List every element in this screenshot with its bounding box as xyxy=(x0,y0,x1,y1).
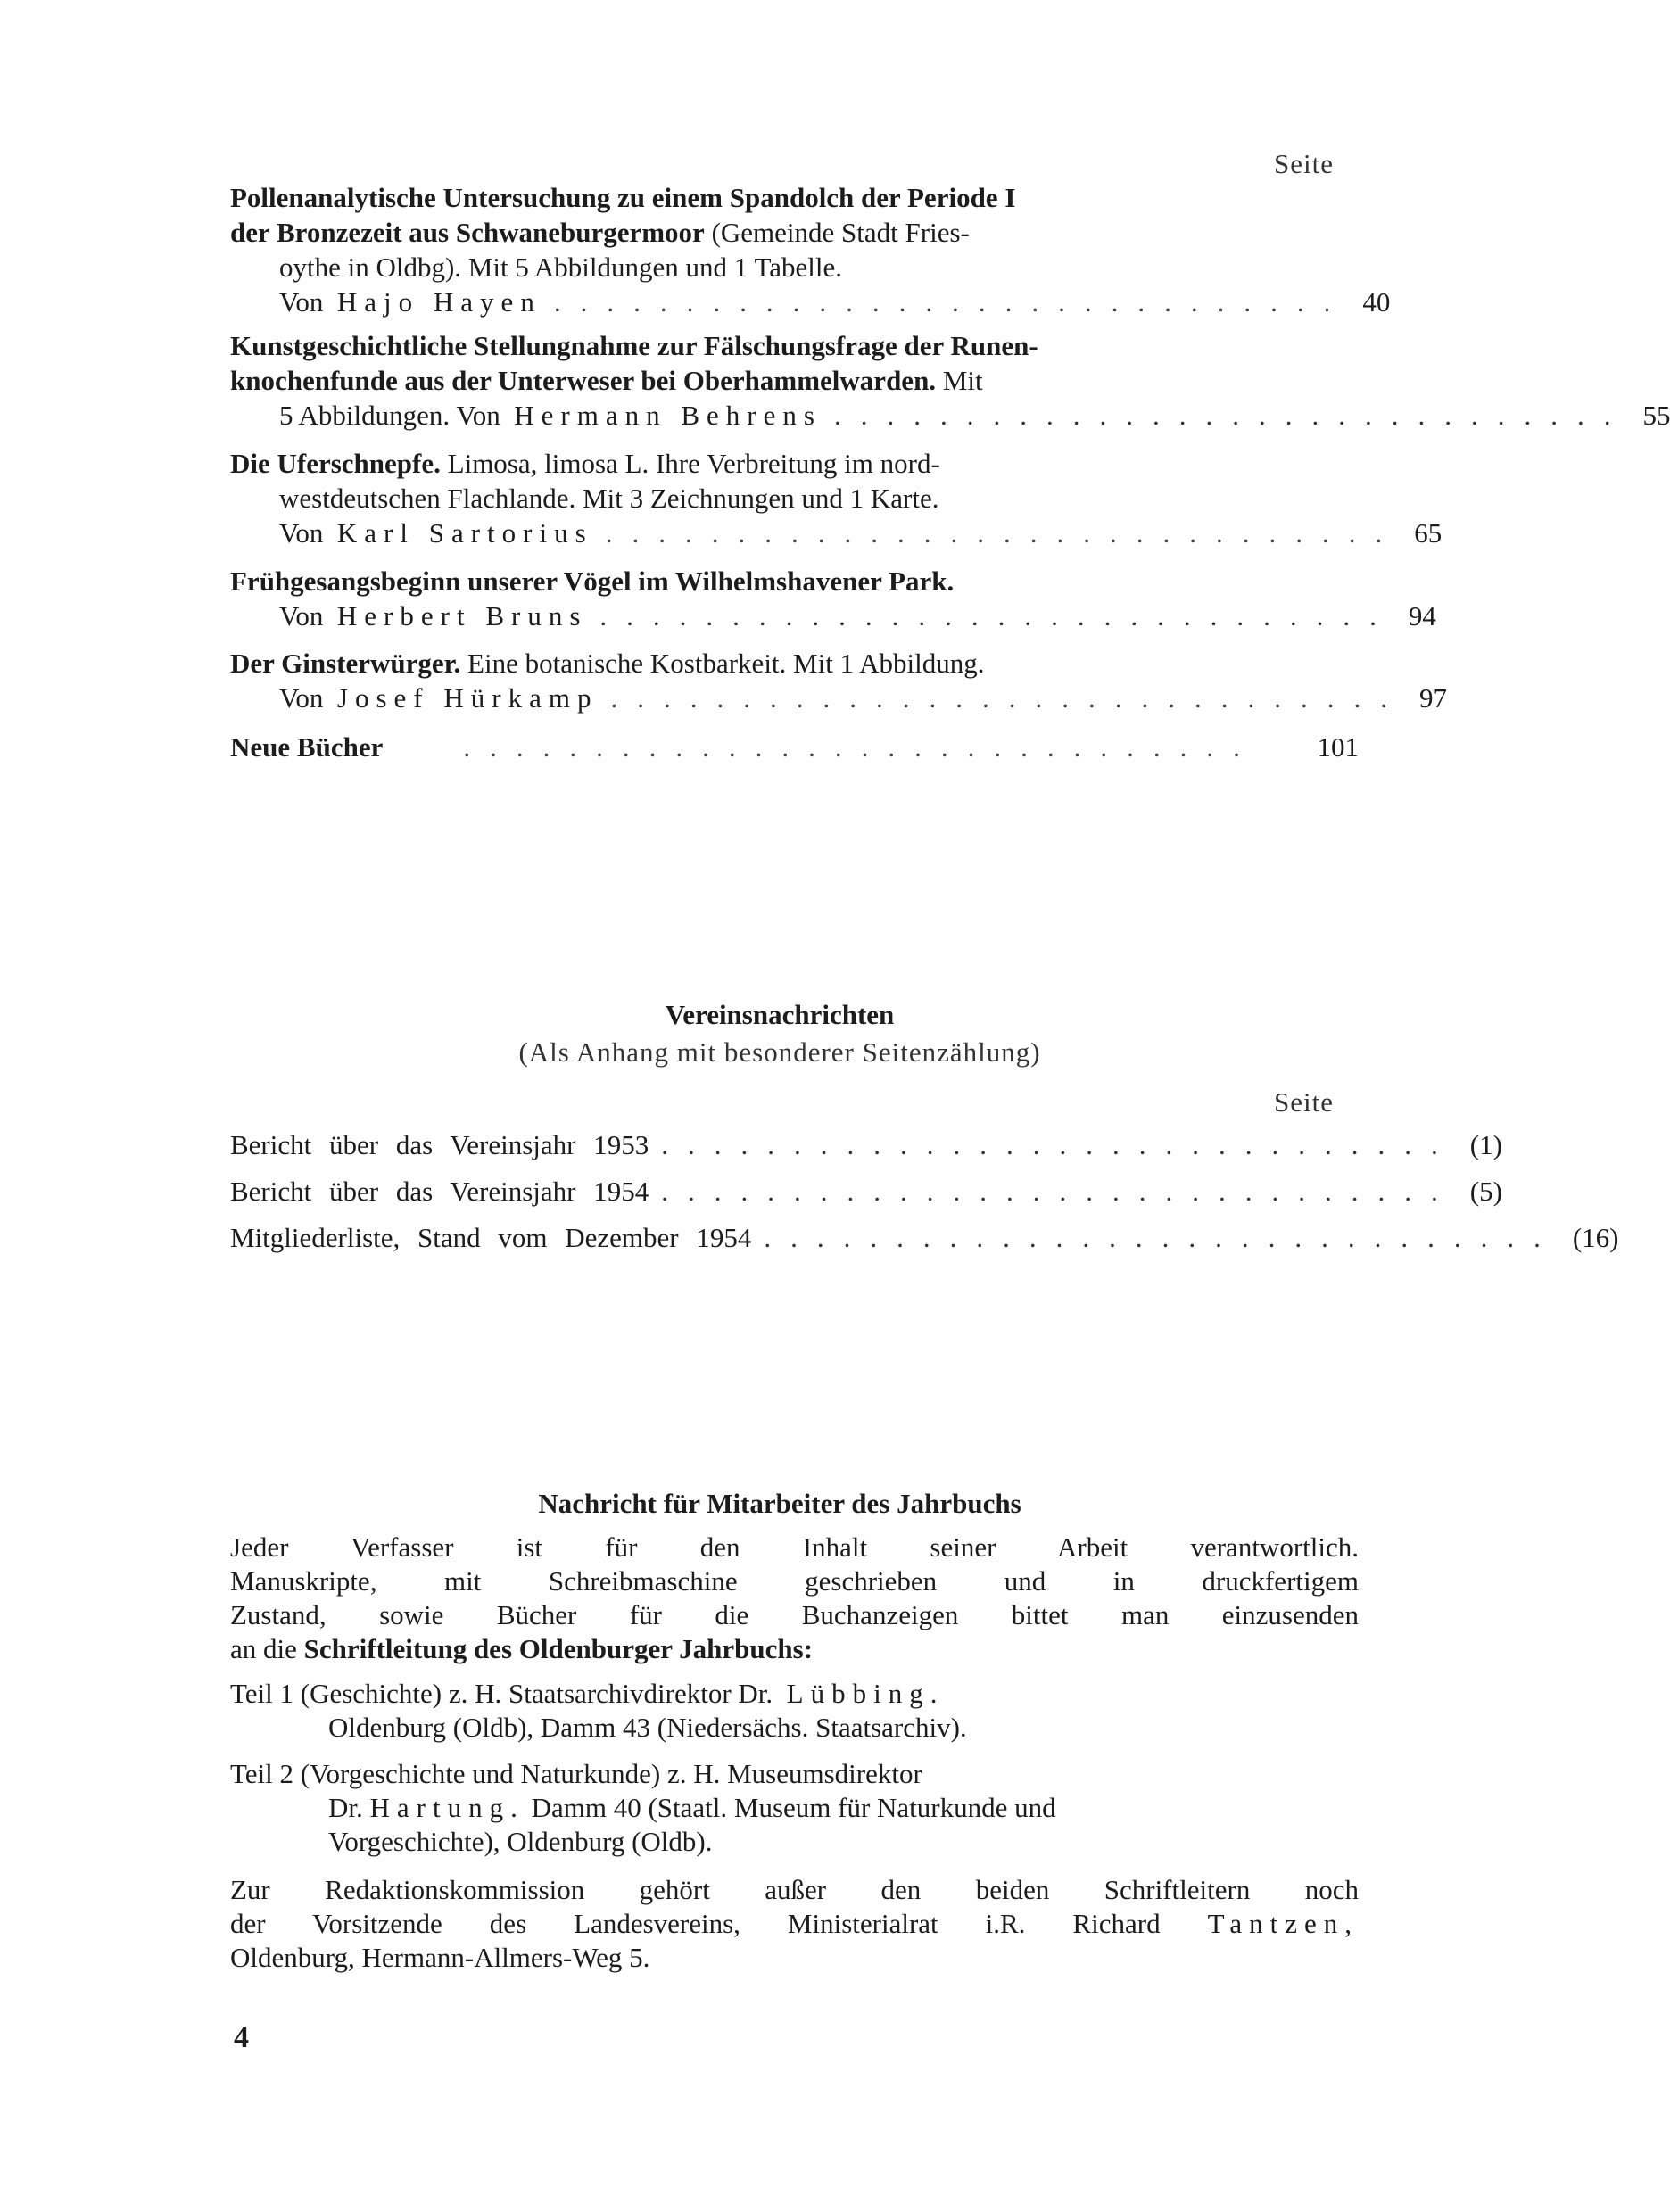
paragraph-line: Oldenburg (Oldb), Damm 43 (Niedersächs. Staatsarchiv). xyxy=(328,1712,967,1743)
leader-dots: .............................. xyxy=(553,286,1351,318)
vereins-row xyxy=(230,1222,1619,1254)
toc-entry-title: der Bronzezeit aus Schwaneburgermoor xyxy=(230,217,705,248)
chair-name: Tantzen, xyxy=(1207,1908,1359,1939)
paragraph-line xyxy=(230,1907,1359,1941)
toc-entry-title: Frühgesangsbeginn unserer Vögel im Wilhelmshavener Park. xyxy=(230,565,955,597)
paragraph-line xyxy=(230,1632,1359,1666)
toc-entry-author: Karl Sartorius xyxy=(336,517,593,549)
toc-entry-desc: Mit xyxy=(936,365,983,396)
toc-entry xyxy=(230,446,1443,550)
toc-entry-page: 97 xyxy=(1418,682,1447,714)
toc-entry-desc: westdeutschen Flachlande. Mit 3 Zeichnungen und 1 Karte. xyxy=(279,483,939,514)
vereins-row-page: (5) xyxy=(1469,1176,1502,1207)
toc-entry-author: Hajo Hayen xyxy=(336,286,542,318)
editor-name: Lübbing. xyxy=(786,1678,945,1709)
toc-entry-author: Hermann Behrens xyxy=(514,400,822,431)
toc-entry xyxy=(230,730,1359,764)
paragraph-text: an die xyxy=(230,1633,304,1664)
toc-entry-author: Herbert Bruns xyxy=(336,600,588,631)
vereins-row-page: (16) xyxy=(1572,1222,1619,1253)
vereins-seite-label: Seite xyxy=(1274,1086,1334,1118)
paragraph-line: Oldenburg, Hermann-Allmers-Weg 5. xyxy=(230,1942,650,1973)
vereins-row-label: Mitgliederliste, Stand vom Dezember 1954 xyxy=(230,1222,752,1253)
toc-entry-page: 55 xyxy=(1642,400,1670,431)
vereins-row-label: Bericht über das Vereinsjahr 1954 xyxy=(230,1176,649,1207)
page-number: 4 xyxy=(234,2021,249,2054)
toc-entry-author-prefix: Von xyxy=(279,682,324,714)
paragraph-line: Teil 2 (Vorgeschichte und Naturkunde) z. H. Museumsdirektor xyxy=(230,1758,922,1789)
toc-entry xyxy=(230,180,1391,319)
paragraph-line: Manuskripte, mit Schreibmaschine geschrieben und in druckfertigem xyxy=(230,1565,1359,1597)
leader-dots: .............................. xyxy=(833,400,1631,431)
toc-entry-author: Josef Hürkamp xyxy=(336,682,599,714)
toc-entry-title: Die Uferschnepfe. xyxy=(230,448,441,479)
paragraph-line xyxy=(230,1677,1359,1711)
section-heading-nachricht: Nachricht für Mitarbeiter des Jahrbuchs xyxy=(538,1488,1021,1519)
leader-dots: .............................. xyxy=(610,682,1407,714)
vereins-row-page: (1) xyxy=(1469,1129,1502,1160)
toc-entry-page: 40 xyxy=(1362,286,1391,318)
toc-entry-author-prefix: Von xyxy=(279,286,324,318)
toc-entry-desc: (Gemeinde Stadt Fries- xyxy=(704,217,970,248)
toc-entry xyxy=(230,328,1670,433)
schriftleitung-label: Schriftleitung des Oldenburger Jahrbuchs: xyxy=(303,1633,814,1664)
leader-dots: .............................. xyxy=(599,600,1396,631)
toc-entry-desc: Limosa, limosa L. Ihre Verbreitung im nord- xyxy=(440,448,940,479)
paragraph-text: Teil 1 (Geschichte) z. H. Staatsarchivdirektor Dr. xyxy=(230,1678,773,1709)
toc-entry-desc: Eine botanische Kostbarkeit. Mit 1 Abbildung. xyxy=(460,648,985,679)
paragraph-line: Zustand, sowie Bücher für die Buchanzeigen bittet man einzusenden xyxy=(230,1599,1359,1630)
toc-entry-page: 101 xyxy=(1317,731,1359,763)
leader-dots: .............................. xyxy=(463,731,1260,763)
toc-entry-desc: oythe in Oldbg). Mit 5 Abbildungen und 1 Tabelle. xyxy=(279,252,842,283)
paragraph-teil1 xyxy=(230,1677,1359,1745)
toc-entry-title: Neue Bücher xyxy=(230,731,384,763)
toc-entry-title: Der Ginsterwürger. xyxy=(230,648,461,679)
paragraph-text: der Vorsitzende des Landesvereins, Ministerialrat i.R. Richard xyxy=(230,1908,1161,1939)
toc-entry-author-prefix: Von xyxy=(279,517,324,549)
leader-dots: .............................. xyxy=(661,1129,1458,1160)
paragraph-teil2 xyxy=(230,1757,1359,1859)
vereins-row xyxy=(230,1129,1502,1161)
toc-entry-title: Pollenanalytische Untersuchung zu einem Spandolch der Periode I xyxy=(230,182,1016,213)
toc-entry-page: 65 xyxy=(1414,517,1443,549)
toc-entry-author-prefix: 5 Abbildungen. Von xyxy=(279,400,500,431)
leader-dots: .............................. xyxy=(605,517,1402,549)
toc-seite-label: Seite xyxy=(1274,148,1334,179)
editor-name: Hartung. xyxy=(369,1792,525,1823)
toc-entry xyxy=(230,646,1447,715)
paragraph-line: Jeder Verfasser ist für den Inhalt seiner Arbeit verantwortlich. xyxy=(230,1531,1359,1563)
paragraph-line xyxy=(230,1791,1359,1825)
paragraph-text: Damm 40 (Staatl. Museum für Naturkunde und xyxy=(524,1792,1056,1823)
section-heading-vereinsnachrichten: Vereinsnachrichten xyxy=(665,999,895,1030)
paragraph-line: Zur Redaktionskommission gehört außer den beiden Schriftleitern noch xyxy=(230,1874,1359,1905)
paragraph-text: Dr. xyxy=(328,1792,363,1823)
leader-dots: .............................. xyxy=(764,1222,1560,1253)
toc-entry-page: 94 xyxy=(1408,600,1436,631)
toc-entry xyxy=(230,564,1436,633)
paragraph-redaktion xyxy=(230,1873,1359,1975)
leader-dots: .............................. xyxy=(661,1176,1458,1207)
toc-entry-title: knochenfunde aus der Unterweser bei Oberhammelwarden. xyxy=(230,365,937,396)
vereins-row xyxy=(230,1176,1502,1208)
paragraph-line: Vorgeschichte), Oldenburg (Oldb). xyxy=(328,1826,713,1857)
toc-entry-author-prefix: Von xyxy=(279,600,324,631)
paragraph-submission xyxy=(230,1531,1359,1666)
vereins-row-label: Bericht über das Vereinsjahr 1953 xyxy=(230,1129,649,1160)
toc-entry-title: Kunstgeschichtliche Stellungnahme zur Fälschungsfrage der Runen- xyxy=(230,330,1038,361)
section-subheading: (Als Anhang mit besonderer Seitenzählung) xyxy=(518,1036,1041,1068)
